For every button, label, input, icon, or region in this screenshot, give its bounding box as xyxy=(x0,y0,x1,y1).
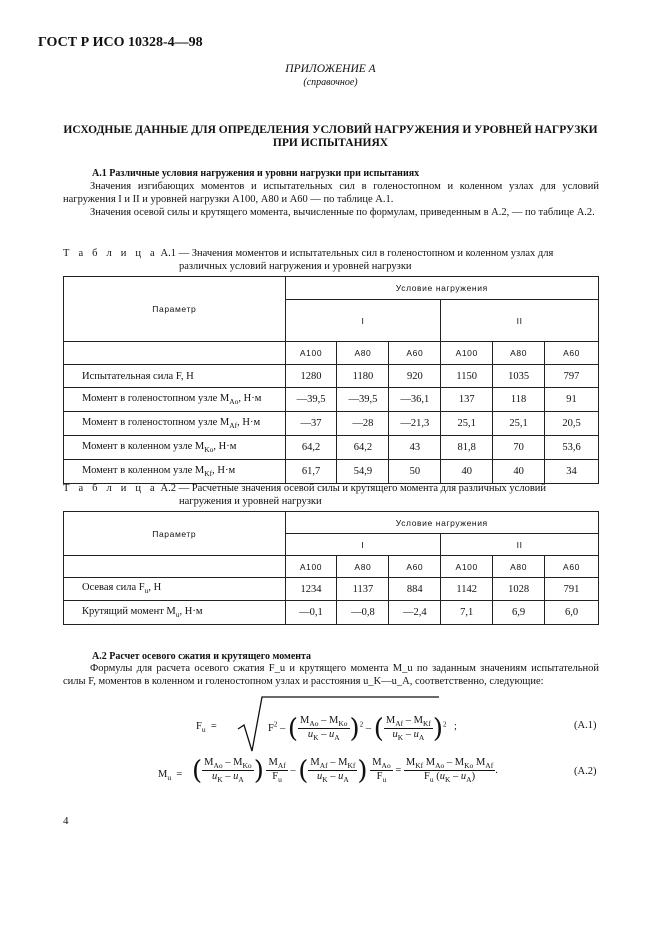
appendix-title: ПРИЛОЖЕНИЕ А xyxy=(285,63,376,75)
cell: 20,5 xyxy=(545,412,599,436)
table1-level: А60 xyxy=(389,342,441,365)
table-row xyxy=(64,365,599,388)
row-label-sub: Af xyxy=(229,421,238,431)
cell: 91 xyxy=(545,388,599,412)
table-row xyxy=(64,388,599,412)
cell: —0,1 xyxy=(285,601,337,625)
cell: 1150 xyxy=(441,365,493,388)
row-label xyxy=(64,388,286,412)
table2-param-header: Параметр xyxy=(64,512,286,556)
cell: 40 xyxy=(441,460,493,484)
row-label-sub: u xyxy=(144,586,149,596)
cell: 1028 xyxy=(493,578,545,601)
table1-caption-label: Т а б л и ц а xyxy=(63,248,158,259)
table1-level: А100 xyxy=(441,342,493,365)
row-label-text: Осевая сила F xyxy=(82,582,145,594)
eq2-lhs: $M_u$ = xyxy=(158,769,183,783)
table1-group-1: I xyxy=(285,300,441,342)
cell: —2,4 xyxy=(389,601,441,625)
cell: —36,1 xyxy=(389,388,441,412)
row-label xyxy=(64,578,286,601)
cell: 34 xyxy=(545,460,599,484)
cell: —28 xyxy=(337,412,389,436)
table1-level: А80 xyxy=(493,342,545,365)
cell: 1280 xyxy=(285,365,337,388)
document-header: ГОСТ Р ИСО 10328-4—98 xyxy=(38,35,203,50)
cell: —0,8 xyxy=(337,601,389,625)
table2-level: А60 xyxy=(545,556,599,578)
row-label-text: Момент в голеностопном узле M xyxy=(82,392,230,404)
table1-caption-text-2: различных условий нагружения и уровней нагрузки xyxy=(179,260,412,272)
main-title xyxy=(0,124,661,150)
cell: 1234 xyxy=(285,578,337,601)
cell: 40 xyxy=(493,460,545,484)
cell: 920 xyxy=(389,365,441,388)
cell: 6,0 xyxy=(545,601,599,625)
table-row xyxy=(64,436,599,460)
table-row xyxy=(64,412,599,436)
eq1-lhs: $F_u$ = xyxy=(196,721,217,735)
cell: 70 xyxy=(493,436,545,460)
cell: 53,6 xyxy=(545,436,599,460)
table2-level: А80 xyxy=(493,556,545,578)
cell: 1142 xyxy=(441,578,493,601)
cell: 797 xyxy=(545,365,599,388)
row-label-text: Момент в коленном узле M xyxy=(82,440,205,452)
cell: —39,5 xyxy=(337,388,389,412)
table-a2 xyxy=(63,511,599,625)
cell: —39,5 xyxy=(285,388,337,412)
cell: 118 xyxy=(493,388,545,412)
table-a1 xyxy=(63,276,599,484)
table2-caption-text: Расчетные значения осевой силы и крутящего момента для различных условий xyxy=(191,483,547,494)
table2-caption-num: А.2 — xyxy=(160,483,190,494)
cell: 81,8 xyxy=(441,436,493,460)
appendix-subtitle: (справочное) xyxy=(303,77,358,88)
table-row xyxy=(64,460,599,484)
cell: 54,9 xyxy=(337,460,389,484)
cell: 1180 xyxy=(337,365,389,388)
eq2-rhs: ( $\frac{M_{Ao} - M_{Ko}}{u_K - u_A}$ ) $\frac{M_{Af}}{F_u}$ – ( $\frac{M_{Af} - M_{Kf}}{u_K - u_A}$ ) $\frac{M_{Ao}}{F_u}$ = $\frac{M_{Kf} M_{Ao} - M_{Ko} M_{Af}}{F_u (u_K - u_A)}$ . xyxy=(192,755,498,786)
section-a1-para-1: Значения изгибающих моментов и испытательных сил в голеностопном и коленном узлах для условий нагружения I и II и уровней нагрузки А100, А80 и А60 — по таблице А.1. xyxy=(63,181,599,205)
table1-group-2: II xyxy=(441,300,599,342)
cell: 25,1 xyxy=(493,412,545,436)
table2-group-1: I xyxy=(285,534,441,556)
section-a1-heading: А.1 Различные условия нагружения и уровни нагрузки при испытаниях xyxy=(92,168,420,179)
equation-a2-number: (А.2) xyxy=(574,766,597,777)
table2-caption-label: Т а б л и ц а xyxy=(63,483,158,494)
row-label-unit: , H·м xyxy=(237,416,261,428)
section-a1-para-2: Значения осевой силы и крутящего момента, вычисленные по формулам, приведенным в А.2, — по таблице А.2. xyxy=(90,206,595,218)
row-label-sub: Ko xyxy=(204,445,214,455)
equation-a1 xyxy=(196,693,616,753)
cell: 137 xyxy=(441,388,493,412)
row-label-unit: , H xyxy=(148,582,162,594)
row-label: Испытательная сила F, H xyxy=(64,365,286,388)
cell: 884 xyxy=(389,578,441,601)
row-label-unit: , H·м xyxy=(213,440,237,452)
row-label-sub: Ao xyxy=(229,397,239,407)
section-a2-para: Формулы для расчета осевого сжатия F_u и крутящего момента M_u по заданным значениям испытательной силы F, моментов в коленном и голеностопном узлах и расстояния u_K—u_A, соответственно, следующие: xyxy=(63,663,599,687)
cell: 1137 xyxy=(337,578,389,601)
row-label xyxy=(64,436,286,460)
table1-level: А80 xyxy=(337,342,389,365)
cell: 25,1 xyxy=(441,412,493,436)
cell: 61,7 xyxy=(285,460,337,484)
table-row xyxy=(64,578,599,601)
main-title-line-2: ПРИ ИСПЫТАНИЯХ xyxy=(272,137,389,149)
cell: 6,9 xyxy=(493,601,545,625)
cell: 64,2 xyxy=(337,436,389,460)
table1-condition-header: Условие нагружения xyxy=(285,277,598,300)
equation-a2 xyxy=(158,757,568,797)
table2-group-2: II xyxy=(441,534,599,556)
table2-level: А60 xyxy=(389,556,441,578)
cell: 64,2 xyxy=(285,436,337,460)
equation-a1-number: (А.1) xyxy=(574,720,597,731)
section-a1-body xyxy=(63,181,599,219)
row-label xyxy=(64,412,286,436)
eq1-radicand: $F^2$ – ( $\frac{M_{Ao} - M_{Ko}}{u_K - u_A}$ )$^2$ – ( $\frac{M_{Af} - M_{Kf}}{u_K - u_A}$ )$^2$ xyxy=(268,713,447,744)
cell: —37 xyxy=(285,412,337,436)
cell: 43 xyxy=(389,436,441,460)
cell: 1035 xyxy=(493,365,545,388)
row-label-unit: , H·м xyxy=(179,605,203,617)
cell: 50 xyxy=(389,460,441,484)
table1-levels-row xyxy=(64,342,599,365)
main-title-line-1: ИСХОДНЫЕ ДАННЫЕ ДЛЯ ОПРЕДЕЛЕНИЯ УСЛОВИЙ НАГРУЖЕНИЯ И УРОВНЕЙ НАГРУЗКИ xyxy=(63,124,598,136)
row-label-sub: u xyxy=(175,610,180,620)
section-a2-body xyxy=(63,663,599,689)
eq1-semicolon: ; xyxy=(454,721,457,732)
row-label-text: Момент в коленном узле M xyxy=(82,464,205,476)
table1-level: А100 xyxy=(285,342,337,365)
row-label-text: Момент в голеностопном узле M xyxy=(82,416,230,428)
page-number: 4 xyxy=(63,815,69,827)
table1-caption-text: Значения моментов и испытательных сил в голеностопном и коленном узлах для xyxy=(191,248,554,259)
table2-condition-header: Условие нагружения xyxy=(285,512,598,534)
table2-caption xyxy=(63,483,599,508)
section-a2-heading: А.2 Расчет осевого сжатия и крутящего момента xyxy=(92,651,312,662)
table1-caption-num: А.1 — xyxy=(160,248,190,259)
table2-level: А100 xyxy=(285,556,337,578)
row-label-sub: Kf xyxy=(204,469,213,479)
cell: 791 xyxy=(545,578,599,601)
table2-level: А100 xyxy=(441,556,493,578)
row-label-unit: , H·м xyxy=(238,392,262,404)
table2-caption-text-2: нагружения и уровней нагрузки xyxy=(179,495,322,507)
table1-level: А60 xyxy=(545,342,599,365)
table-row xyxy=(64,601,599,625)
cell: —21,3 xyxy=(389,412,441,436)
row-label xyxy=(64,460,286,484)
row-label-text: Крутящий момент M xyxy=(82,605,176,617)
table1-param-header: Параметр xyxy=(64,277,286,342)
cell: 7,1 xyxy=(441,601,493,625)
row-label-unit: , H·м xyxy=(212,464,236,476)
row-label xyxy=(64,601,286,625)
table2-level: А80 xyxy=(337,556,389,578)
table2-levels-row xyxy=(64,556,599,578)
table1-caption xyxy=(63,248,599,273)
